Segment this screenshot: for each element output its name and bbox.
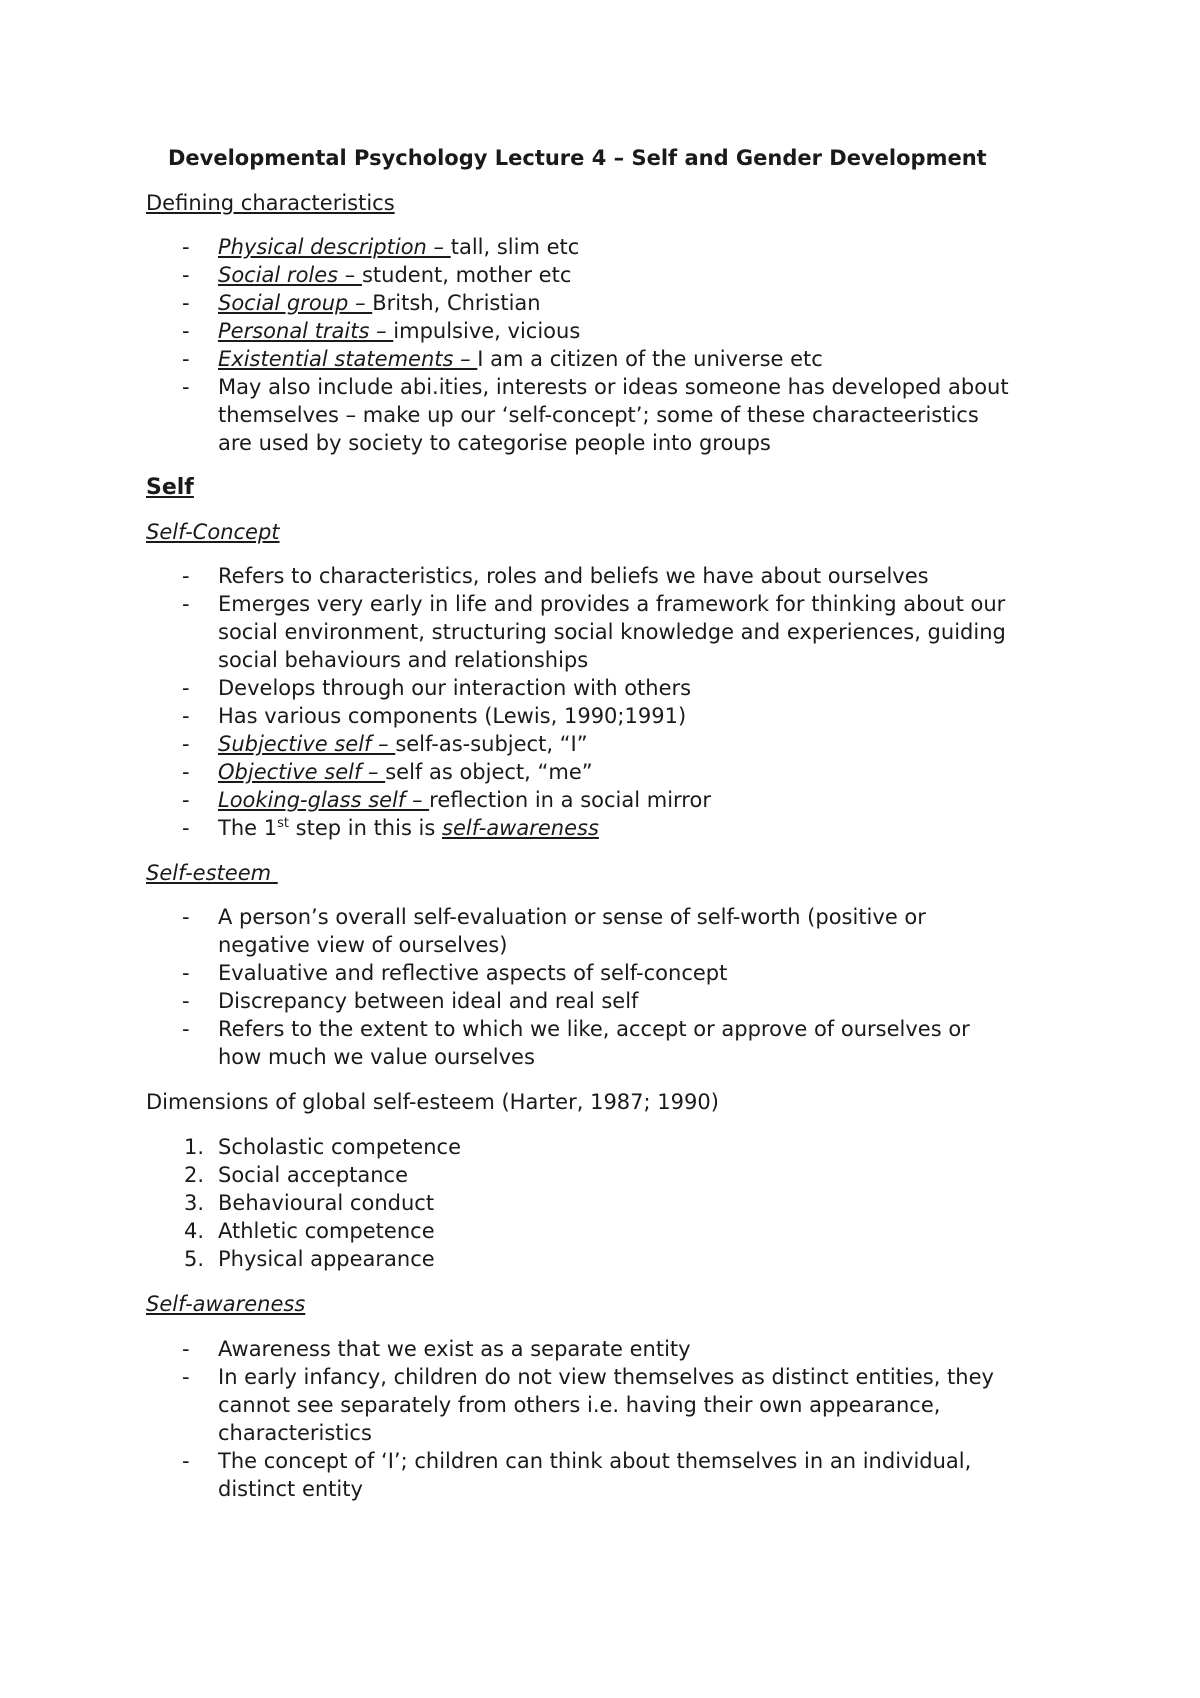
- item-text: Scholastic competence: [218, 1135, 461, 1159]
- bullet-dash: -: [182, 1337, 190, 1361]
- list-number: 1.: [184, 1135, 205, 1159]
- bullet-dash: -: [182, 263, 190, 287]
- term: Social group –: [218, 291, 373, 315]
- term: Existential statements –: [218, 347, 478, 371]
- subheading-self-concept: Self-Concept: [146, 520, 280, 544]
- bullet-dash: -: [182, 732, 190, 756]
- item-text: May also include abi.ities, interests or ideas someone has developed about: [218, 375, 1009, 399]
- item-text: student, mother etc: [361, 263, 572, 287]
- item-text: Emerges very early in life and provides a framework for thinking about our: [218, 592, 1006, 616]
- item-text: Britsh, Christian: [372, 291, 541, 315]
- term: Subjective self –: [218, 732, 396, 756]
- subheading-self-esteem: Self-esteem: [146, 861, 278, 885]
- item-text: Awareness that we exist as a separate entity: [218, 1337, 691, 1361]
- term: Objective self –: [218, 760, 386, 784]
- item-text: cannot see separately from others i.e. having their own appearance,: [218, 1393, 941, 1417]
- list-number: 2.: [184, 1163, 205, 1187]
- term: Looking-glass self –: [218, 788, 430, 812]
- item-text: The concept of ‘I’; children can think about themselves in an individual,: [218, 1449, 972, 1473]
- item-text: are used by society to categorise people into groups: [218, 431, 771, 455]
- term: Social roles –: [218, 263, 362, 287]
- list-number: 4.: [184, 1219, 205, 1243]
- list-number: 5.: [184, 1247, 205, 1271]
- term: Personal traits –: [218, 319, 394, 343]
- item-text: Athletic competence: [218, 1219, 435, 1243]
- dimensions-intro: Dimensions of global self-esteem (Harter, 1987; 1990): [146, 1090, 719, 1114]
- item-text: The 1: [218, 816, 278, 840]
- bullet-dash: -: [182, 592, 190, 616]
- bullet-dash: -: [182, 1365, 190, 1389]
- section-heading-self: Self: [146, 475, 194, 500]
- item-text: impulsive, vicious: [393, 319, 581, 343]
- superscript: st: [277, 816, 289, 831]
- item-text: negative view of ourselves): [218, 933, 508, 957]
- term: Physical description –: [218, 235, 451, 259]
- item-text: Has various components (Lewis, 1990;1991): [218, 704, 687, 728]
- item-text: self-as-subject, “I”: [395, 732, 588, 756]
- bullet-dash: -: [182, 704, 190, 728]
- bullet-dash: -: [182, 235, 190, 259]
- bullet-dash: -: [182, 564, 190, 588]
- bullet-dash: -: [182, 291, 190, 315]
- bullet-dash: -: [182, 816, 190, 840]
- item-text: Behavioural conduct: [218, 1191, 435, 1215]
- item-text: Develops through our interaction with others: [218, 676, 692, 700]
- item-text: Evaluative and reflective aspects of self-concept: [218, 961, 728, 985]
- bullet-dash: -: [182, 1449, 190, 1473]
- bullet-dash: -: [182, 961, 190, 985]
- item-text: Social acceptance: [218, 1163, 409, 1187]
- item-text: social behaviours and relationships: [218, 648, 589, 672]
- bullet-dash: -: [182, 905, 190, 929]
- item-text: characteristics: [218, 1421, 372, 1445]
- item-text: In early infancy, children do not view themselves as distinct entities, they: [218, 1365, 994, 1389]
- item-text: how much we value ourselves: [218, 1045, 535, 1069]
- item-text: Discrepancy between ideal and real self: [218, 989, 639, 1013]
- item-text: Physical appearance: [218, 1247, 435, 1271]
- bullet-dash: -: [182, 760, 190, 784]
- item-text: social environment, structuring social knowledge and experiences, guiding: [218, 620, 1006, 644]
- item-text: Refers to the extent to which we like, accept or approve of ourselves or: [218, 1017, 970, 1041]
- bullet-dash: -: [182, 347, 190, 371]
- bullet-dash: -: [182, 319, 190, 343]
- subheading-self-awareness: Self-awareness: [146, 1292, 306, 1316]
- bullet-dash: -: [182, 788, 190, 812]
- item-text: distinct entity: [218, 1477, 363, 1501]
- item-text: A person’s overall self-evaluation or sense of self-worth (positive or: [218, 905, 926, 929]
- bullet-dash: -: [182, 1017, 190, 1041]
- item-text: step in this is: [288, 816, 443, 840]
- bullet-dash: -: [182, 375, 190, 399]
- term: self-awareness: [442, 816, 599, 840]
- section-heading-defining: Defining characteristics: [146, 191, 395, 215]
- item-text: self as object, “me”: [385, 760, 593, 784]
- bullet-dash: -: [182, 676, 190, 700]
- page-title: Developmental Psychology Lecture 4 – Self and Gender Development: [168, 146, 987, 170]
- item-text: reflection in a social mirror: [429, 788, 711, 812]
- bullet-dash: -: [182, 989, 190, 1013]
- item-text: themselves – make up our ‘self-concept’; some of these characteeristics: [218, 403, 979, 427]
- item-text: I am a citizen of the universe etc: [477, 347, 823, 371]
- list-number: 3.: [184, 1191, 205, 1215]
- item-text: Refers to characteristics, roles and beliefs we have about ourselves: [218, 564, 929, 588]
- item-text: tall, slim etc: [450, 235, 580, 259]
